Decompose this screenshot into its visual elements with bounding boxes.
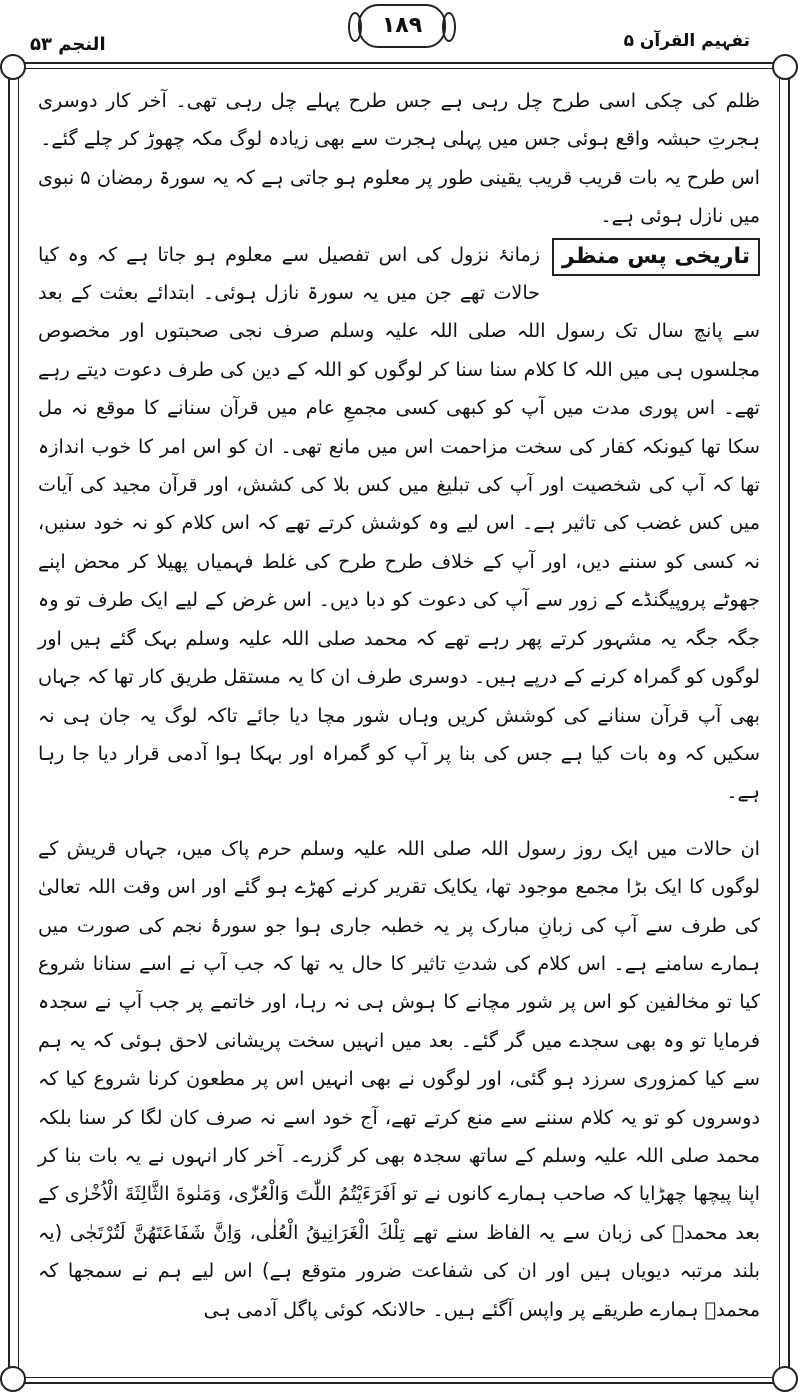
quran-verse: اَفَرَءَيْتُمُ اللّٰتَ وَالْعُزّٰى، وَمَنٰوةَ الثَّالِثَةَ الْاُخْرٰى — [64, 1182, 397, 1206]
paragraph-text: کے بعد محمدؐ کی زبان سے یہ الفاظ سنے تھے — [38, 1182, 760, 1244]
corner-ornament-icon — [0, 54, 26, 80]
surah-reference: النجم ۵۳ — [30, 34, 106, 55]
paragraph: ظلم کی چکی اسی طرح چل رہی ہے جس طرح پہلے چل رہی تھی۔ آخر کار دوسری ہجرتِ حبشہ واقع ہوئی جس میں پہلی ہجرت سے بھی زیادہ لوگ مکہ چھوڑ کر چلے گئے۔ — [38, 89, 760, 151]
quoted-verse: تِلْكَ الْغَرَانِيقُ الْعُلٰى، وَاِنَّ شَفَاعَتَهُنَّ لَتُرْتَجٰى — [69, 1220, 405, 1244]
paragraph-text: (یہ بلند مرتبہ دیویاں ہیں اور ان کی شفاعت ضرور متوقع ہے) اس لیے ہم نے سمجھا کہ محمدؐ ہمارے طریقے پر واپس آگئے ہیں۔ حالانکہ کوئی پاگل آدمی ہی — [38, 1220, 760, 1321]
section-heading: تاریخی پس منظر — [552, 238, 760, 276]
decorative-border-frame — [8, 62, 790, 1384]
paragraph-text: ان حالات میں ایک روز رسول اللہ صلی اللہ علیہ وسلم حرم پاک میں، جہاں قریش کے لوگوں کا ایک بڑا مجمع موجود تھا، یکایک تقریر کرنے کھڑے ہو گئے اور اس وقت اللہ تعالیٰ کی طرف سے آپ کی زبانِ مبارک پر یہ خطبہ جاری ہوا جو سورۂ نجم کی صورت میں ہمارے سامنے ہے۔ اس کلام کی شدتِ تاثیر کا حال یہ تھا کہ جب آپ نے اسے سنانا شروع کیا تو مخالفین کو اس پر شور مچانے کا ہوش ہی نہ رہا، اور خاتمے پر جب آپ نے سجدہ فرمایا تو وہ بھی سجدے میں گر گئے۔ بعد میں انہیں سخت پریشانی لاحق ہوئی کہ یہ ہم سے کیا کمزوری سرزد ہو گئی، اور لوگوں نے بھی انہیں اس پر مطعون کرنا شروع کیا کہ دوسروں کو تو یہ کلام سننے سے منع کرتے تھے، آج خود اسے نہ صرف کان لگا کر سنا بلکہ محمد صلی اللہ علیہ وسلم کے ساتھ سجدہ بھی کر گزرے۔ آخر کار انہوں نے یہ بات بنا کر اپنا پیچھا چھڑایا کہ صاحب ہمارے کانوں نے تو — [38, 836, 760, 1206]
paragraph: اس طرح یہ بات قریب قریب یقینی طور پر معلوم ہو جاتی ہے کہ یہ سورۃ رمضان ۵ نبوی میں نازل ہوئی ہے۔ — [38, 165, 761, 228]
book-title: تفہیم القرآن ۵ — [623, 31, 750, 51]
section-paragraph — [38, 236, 760, 812]
corner-ornament-icon — [0, 1366, 26, 1392]
page-header — [0, 0, 800, 62]
section-text: زمانۂ نزول کی اس تفصیل سے معلوم ہو جاتا ہے کہ وہ کیا حالات تھے جن میں یہ سورۃ نازل ہوئی۔ ابتدائے بعثت کے بعد سے پانچ سال تک رسول اللہ صلی اللہ علیہ وسلم صرف نجی صحبتوں اور مخصوص مجلسوں ہی میں اللہ کا کلام سنا سنا کر لوگوں کو اللہ کے دین کی طرف دعوت دیتے رہے تھے۔ اس پوری مدت میں آپ کو کبھی کسی مجمعِ عام میں قرآن سنانے کا موقع نہ مل سکا تھا کیونکہ کفار کی سخت مزاحمت اس میں مانع تھی۔ ان کو اس امر کا خوب اندازہ تھا کہ آپ کی شخصیت اور آپ کی تبلیغ میں کس بلا کی کشش، اور قرآن مجید کی آیات میں کس غضب کی تاثیر ہے۔ اس لیے وہ کوشش کرتے تھے کہ اس کلام کو نہ خود سنیں، نہ کسی کو سننے دیں، اور آپ کے خلاف طرح طرح کی غلط فہمیاں پھیلا کر محض اپنے جھوٹے پروپیگنڈے کے زور سے آپ کی دعوت کو دبا دیں۔ اس غرض کے لیے ایک طرف تو وہ جگہ جگہ یہ مشہور کرتے پھر رہے تھے کہ محمد صلی اللہ علیہ وسلم بہک گئے ہیں اور لوگوں کو گمراہ کرنے کے درپے ہیں۔ دوسری طرف ان کا یہ مستقل طریق کار تھا کہ جہاں بھی آپ قرآن سنانے کی کوشش کریں وہاں شور مچا دیا جائے تاکہ لوگ یہ جان ہی نہ سکیں کہ وہ بات کیا ہے جس کی بنا پر آپ کو گمراہ اور بہکا ہوا آدمی قرار دیا جا رہا ہے۔ — [38, 242, 760, 804]
body-text — [38, 82, 760, 1372]
paragraph — [38, 830, 760, 1329]
corner-ornament-icon — [772, 1366, 798, 1392]
corner-ornament-icon — [772, 54, 798, 80]
page-number-badge: ۱۸۹ — [358, 4, 446, 48]
